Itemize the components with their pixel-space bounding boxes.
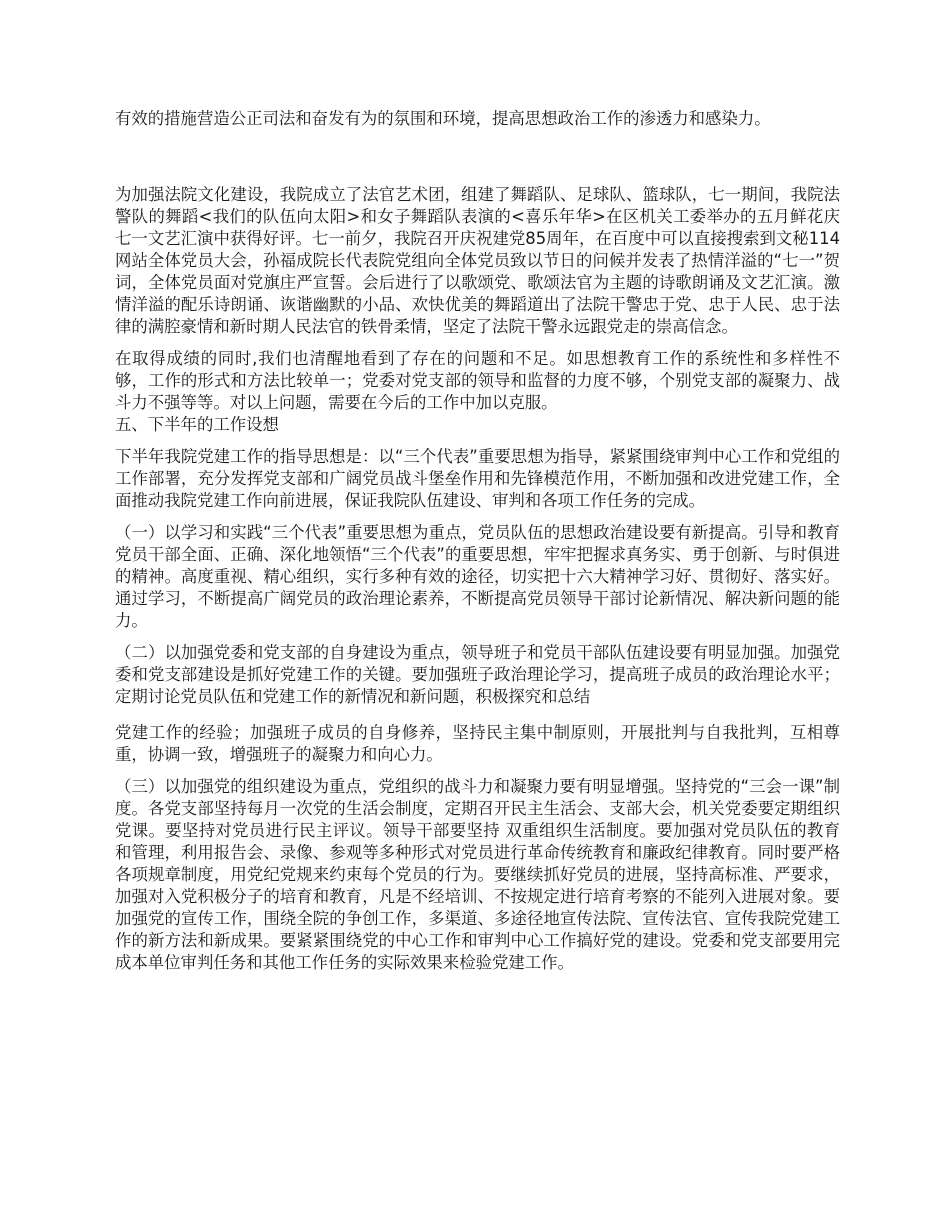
paragraph-guiding-thought: 下半年我院党建工作的指导思想是：以“三个代表”重要思想为指导，紧紧围绕审判中心工作和党组的工作部署，充分发挥党支部和广阔党员战斗堡垒作用和先锋模范作用，不断加强和改进党建工作，全面推动我院党建工作向前进展，保证我院队伍建设、审判和各项工作任务的完成。 bbox=[115, 447, 840, 510]
paragraph-item-two-continued: 党建工作的经验；加强班子成员的自身修养，坚持民主集中制原则，开展批判与自我批判，互相尊重，协调一致，增强班子的凝聚力和向心力。 bbox=[115, 723, 840, 764]
paragraph-intro-continued: 有效的措施营造公正司法和奋发有为的氛围和环境，提高思想政治工作的渗透力和感染力。 bbox=[115, 109, 771, 128]
section-heading-plans: 五、下半年的工作设想 bbox=[115, 415, 279, 434]
paragraph-court-culture: 为加强法院文化建设，我院成立了法官艺术团，组建了舞蹈队、足球队、篮球队，七一期间，我院法警队的舞蹈<我们的队伍向太阳>和女子舞蹈队表演的<喜乐年华>在区机关工委举办的五月鲜花庆七一文艺汇演中获得好评。七一前夕，我院召开庆祝建党85周年，在百度中可以直接搜索到文秘114网站全体党员大会，孙福成院长代表院党组向全体党员致以节日的问候并发表了热情洋溢的“七一”贺词，全体党员面对党旗庄严宣誓。会后进行了以歌颂党、歌颂法官为主题的诗歌朗诵及文艺汇演。激情洋溢的配乐诗朗诵、诙谐幽默的小品、欢快优美的舞蹈道出了法院干警忠于党、忠于人民、忠于法律的满腔豪情和新时期人民法官的铁骨柔情，坚定了法院干警永远跟党走的崇高信念。 bbox=[115, 185, 840, 336]
paragraph-item-three: （三）以加强党的组织建设为重点，党组织的战斗力和凝聚力要有明显增强。坚持党的“三会一课”制度。各党支部坚持每月一次党的生活会制度，定期召开民主生活会、支部大会，机关党委要定期组织党课。要坚持对党员进行民主评议。领导干部要坚持 双重组织生活制度。要加强对党员队伍的教育和管理，利用报告会、录像、参观等多种形式对党员进行革命传统教育和廉政纪律教育。同时要严格各项规章制度，用党纪党规来约束每个党员的行为。要继续抓好党员的进展，坚持高标准、严要求，加强对入党积极分子的培育和教育，凡是不经培训、不按规定进行培育考察的不能列入进展对象。要加强党的宣传工作，围绕全院的争创工作，多渠道、多途径地宣传法院、宣传法官、宣传我院党建工作的新方法和新成果。要紧紧围绕党的中心工作和审判中心工作搞好党的建设。党委和党支部要用完成本单位审判任务和其他工作任务的实际效果来检验党建工作。 bbox=[115, 777, 840, 972]
paragraph-problems: 在取得成绩的同时,我们也清醒地看到了存在的问题和不足。如思想教育工作的系统性和多样性不够，工作的形式和方法比较单一；党委对党支部的领导和监督的力度不够，个别党支部的凝聚力、战斗力不强等等。对以上问题，需要在今后的工作中加以克服。 bbox=[115, 349, 840, 412]
paragraph-item-one: （一）以学习和实践“三个代表”重要思想为重点，党员队伍的思想政治建设要有新提高。引导和教育党员干部全面、正确、深化地领悟“三个代表”的重要思想，牢牢把握求真务实、勇于创新、与时俱进的精神。高度重视、精心组织，实行多种有效的途径，切实把十六大精神学习好、贯彻好、落实好。通过学习，不断提高广阔党员的政治理论素养，不断提高党员领导干部讨论新情况、解决新问题的能力。 bbox=[115, 523, 840, 630]
paragraph-item-two: （二）以加强党委和党支部的自身建设为重点，领导班子和党员干部队伍建设要有明显加强。加强党委和党支部建设是抓好党建工作的关键。要加强班子政治理论学习，提高班子成员的政治理论水平；定期讨论党员队伍和党建工作的新情况和新问题，积极探究和总结 bbox=[115, 643, 840, 706]
document-page bbox=[115, 108, 840, 974]
